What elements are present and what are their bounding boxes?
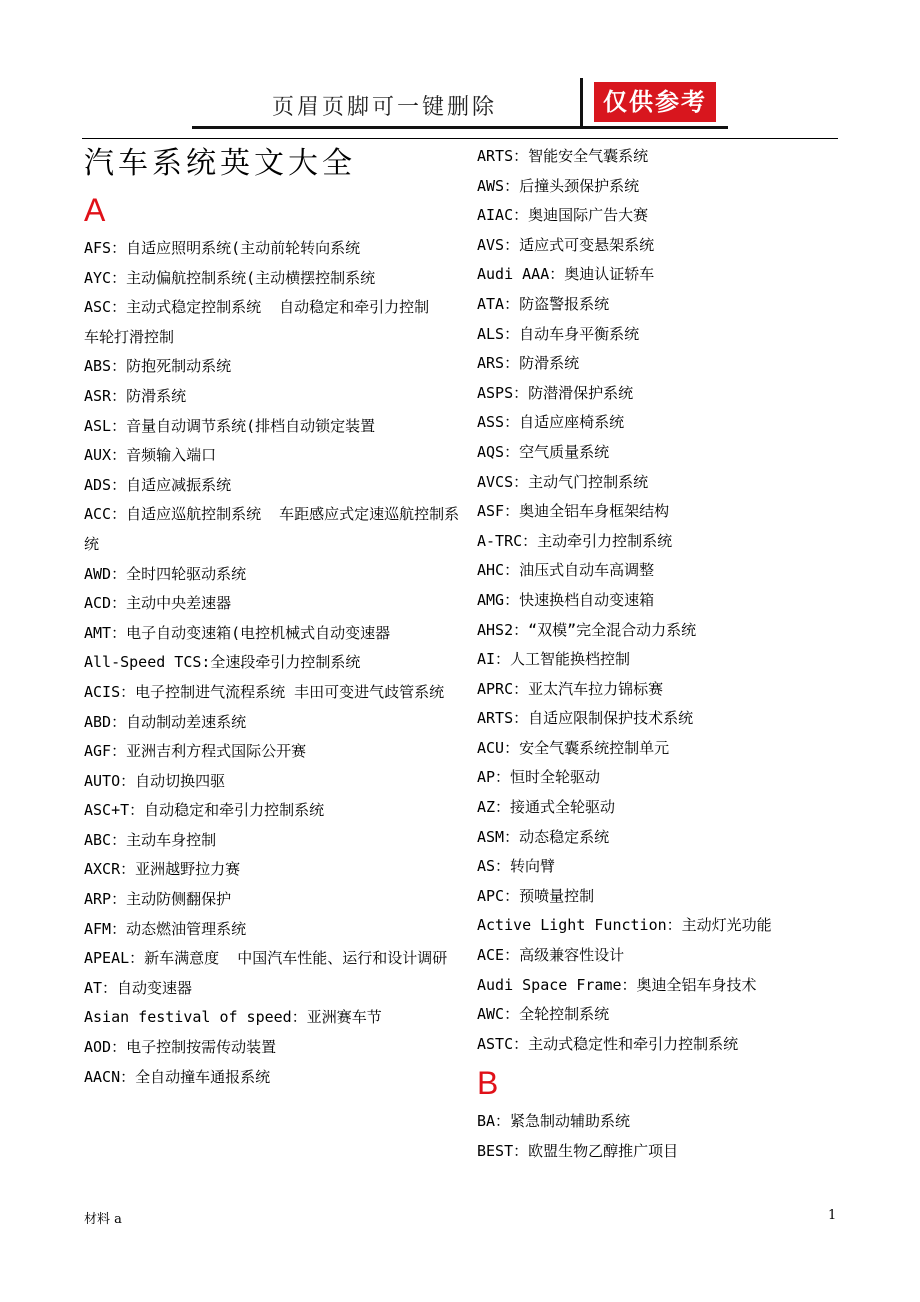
glossary-entry: ARTS：自适应限制保护技术系统: [477, 709, 694, 728]
glossary-entry: AUTO：自动切换四驱: [84, 771, 226, 790]
glossary-entry: ASC+T：自动稳定和牵引力控制系统: [84, 801, 325, 820]
glossary-entry: ASC：主动式稳定控制系统 自动稳定和牵引力控制 车轮打滑控制: [84, 298, 457, 346]
glossary-entry: Active Light Function：主动灯光功能: [477, 916, 772, 935]
section-heading-a: A: [84, 192, 106, 228]
header-underline: [192, 126, 728, 129]
glossary-entry: ALS：自动车身平衡系统: [477, 324, 640, 343]
header-banner: [192, 78, 728, 130]
glossary-entry: ASS：自适应座椅系统: [477, 413, 625, 432]
glossary-entry: ACD：主动中央差速器: [84, 594, 232, 613]
glossary-entry: ACC：自适应巡航控制系统 车距感应式定速巡航控制系统: [84, 505, 460, 553]
glossary-entry: AQS：空气质量系统: [477, 442, 610, 461]
glossary-entry: AHC：油压式自动车高调整: [477, 561, 655, 580]
glossary-entry: A-TRC：主动牵引力控制系统: [477, 531, 673, 550]
right-column: [477, 142, 827, 1167]
glossary-entry: ASR：防滑系统: [84, 386, 187, 405]
glossary-entry: AVS：适应式可变悬架系统: [477, 235, 655, 254]
glossary-entry: ABS：防抱死制动系统: [84, 357, 232, 376]
glossary-entry: APEAL：新车满意度 中国汽车性能、运行和设计调研: [84, 949, 448, 968]
right-entry-list-a: [477, 142, 827, 1059]
glossary-entry: AFS：自适应照明系统(主动前轮转向系统: [84, 239, 361, 257]
glossary-entry: BEST：欧盟生物乙醇推广项目: [477, 1142, 679, 1160]
glossary-entry: AHS2：“双模”完全混合动力系统: [477, 620, 697, 639]
glossary-entry: All-Speed TCS:全速段牵引力控制系统: [84, 653, 361, 672]
footer-label: 材料 a: [84, 1212, 122, 1227]
glossary-entry: Audi Space Frame：奥迪全铝车身技术: [477, 975, 757, 994]
glossary-entry: Asian festival of speed：亚洲赛车节: [84, 1008, 382, 1027]
glossary-entry: ATA：防盗警报系统: [477, 294, 610, 313]
header-banner-text: 页眉页脚可一键删除: [272, 95, 498, 120]
glossary-entry: ARTS：智能安全气囊系统: [477, 147, 649, 165]
glossary-entry: ABD：自动制动差速系统: [84, 712, 247, 731]
glossary-entry: AS：转向臂: [477, 857, 556, 876]
glossary-entry: Audi AAA：奥迪认证轿车: [477, 265, 655, 284]
glossary-entry: AUX：音频输入端口: [84, 446, 217, 465]
glossary-entry: APC：预喷量控制: [477, 886, 595, 905]
glossary-entry: AWC：全轮控制系统: [477, 1005, 610, 1024]
glossary-entry: AMG：快速换档自动变速箱: [477, 590, 655, 609]
left-entry-list: [84, 234, 464, 1092]
header-divider: [580, 78, 583, 128]
glossary-entry: AIAC：奥迪国际广告大赛: [477, 206, 649, 225]
glossary-entry: ACE：高级兼容性设计: [477, 946, 625, 965]
glossary-entry: BA：紧急制动辅助系统: [477, 1112, 631, 1131]
glossary-entry: AT：自动变速器: [84, 978, 193, 997]
glossary-entry: AGF：亚洲吉利方程式国际公开赛: [84, 742, 307, 761]
right-entry-list-b: [477, 1107, 827, 1166]
glossary-entry: ASF：奥迪全铝车身框架结构: [477, 502, 670, 521]
glossary-entry: ARS：防滑系统: [477, 354, 580, 373]
glossary-entry: AXCR：亚洲越野拉力赛: [84, 860, 241, 879]
glossary-entry: ASTC：主动式稳定性和牵引力控制系统: [477, 1034, 739, 1053]
glossary-entry: ABC：主动车身控制: [84, 830, 217, 849]
glossary-entry: ASPS：防潜滑保护系统: [477, 383, 634, 402]
glossary-entry: ASM：动态稳定系统: [477, 827, 610, 846]
glossary-entry: AZ：接通式全轮驱动: [477, 798, 616, 817]
glossary-entry: AYC：主动偏航控制系统(主动横摆控制系统: [84, 268, 376, 287]
glossary-entry: AI：人工智能换档控制: [477, 650, 631, 669]
reference-stamp: 仅供参考: [594, 82, 716, 122]
glossary-entry: APRC：亚太汽车拉力锦标赛: [477, 679, 664, 698]
glossary-entry: AWS：后撞头颈保护系统: [477, 176, 640, 195]
glossary-entry: AP：恒时全轮驱动: [477, 768, 601, 787]
left-column: [84, 142, 464, 1092]
section-heading-b: B: [477, 1065, 499, 1102]
glossary-entry: AOD：电子控制按需传动装置: [84, 1038, 277, 1057]
glossary-entry: ACIS：电子控制进气流程系统 丰田可变进气歧管系统: [84, 682, 445, 701]
glossary-entry: AFM：动态燃油管理系统: [84, 919, 247, 938]
document-title: 汽车系统英文大全: [84, 146, 356, 181]
glossary-entry: AWD：全时四轮驱动系统: [84, 564, 247, 583]
glossary-entry: AVCS：主动气门控制系统: [477, 472, 649, 491]
glossary-entry: ACU：安全气囊系统控制单元: [477, 738, 670, 757]
glossary-entry: ADS：自适应减振系统: [84, 475, 232, 494]
glossary-entry: ASL：音量自动调节系统(排档自动锁定装置: [84, 416, 376, 435]
glossary-entry: AMT：电子自动变速箱(电控机械式自动变速器: [84, 623, 391, 642]
glossary-entry: ARP：主动防侧翻保护: [84, 890, 232, 909]
glossary-entry: AACN：全自动撞车通报系统: [84, 1067, 271, 1086]
page-header-rule: [82, 138, 838, 139]
page-number: 1: [828, 1208, 837, 1223]
